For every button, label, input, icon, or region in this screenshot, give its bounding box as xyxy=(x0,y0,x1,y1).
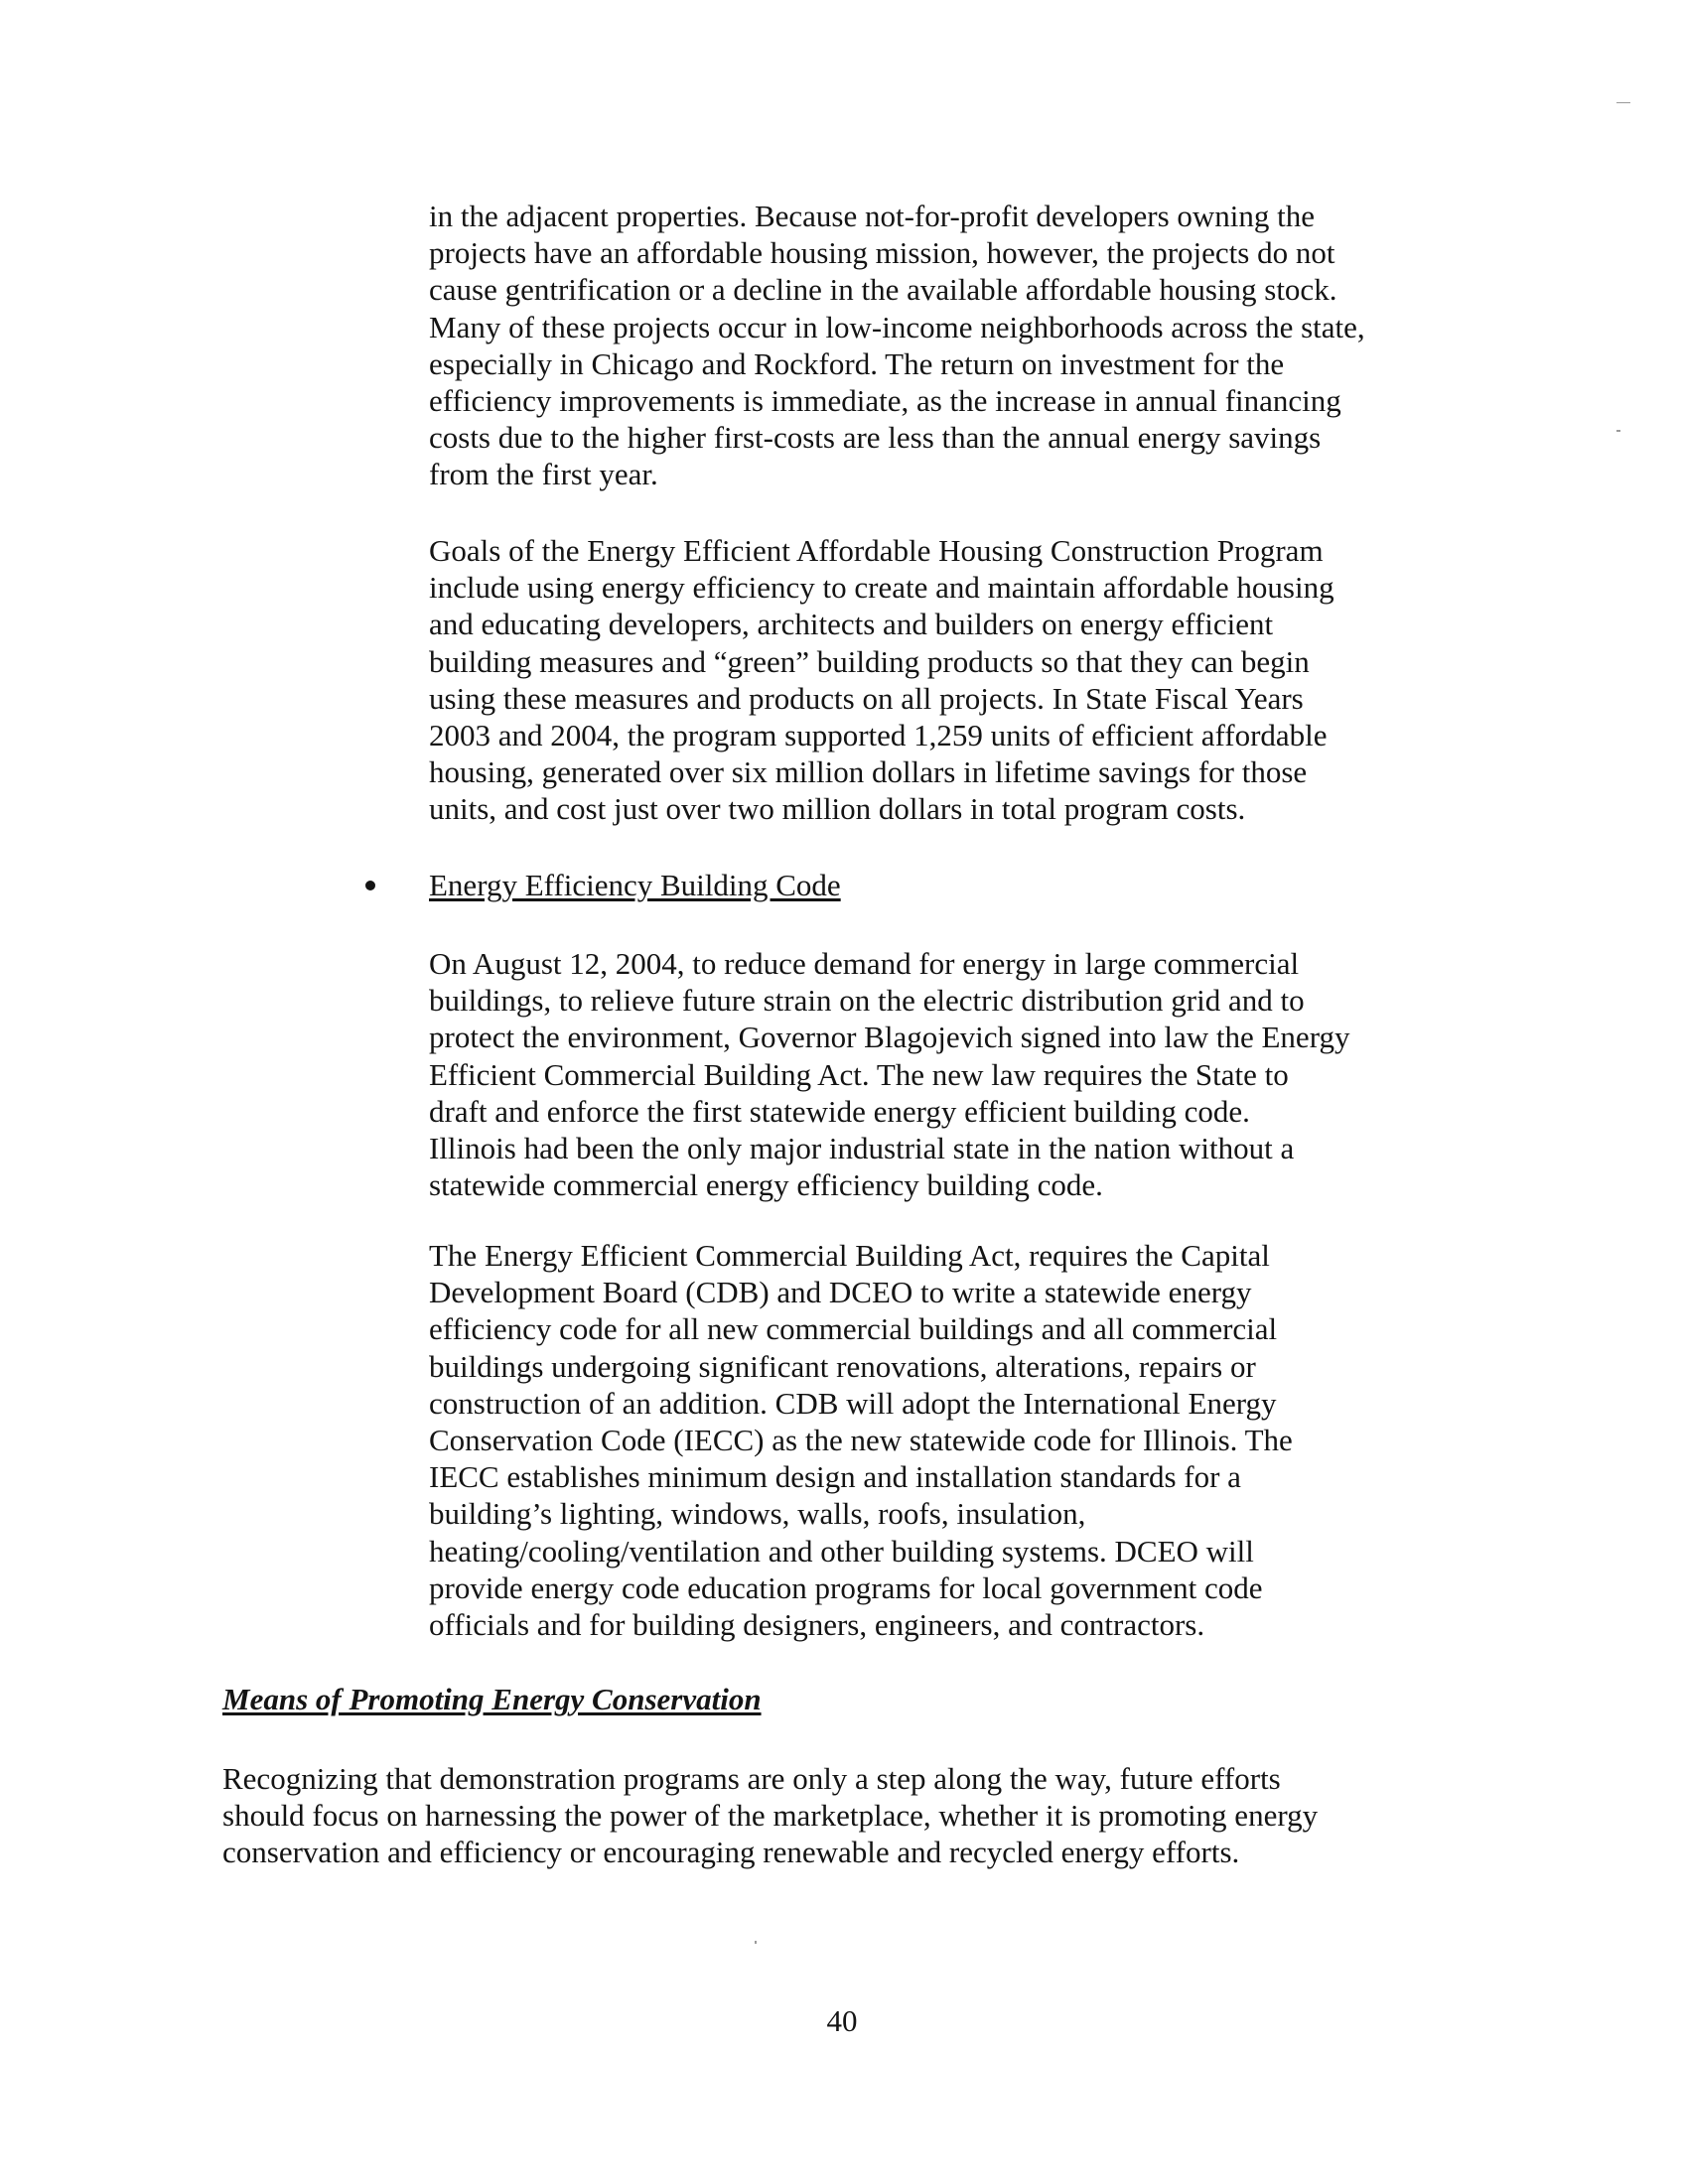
text-line: costs due to the higher first-costs are less than the annual energy savings xyxy=(429,420,1322,456)
text-line: building measures and “green” building products so that they can begin xyxy=(429,643,1310,679)
paragraph-building-act-requirements xyxy=(429,1237,1293,1643)
text-line: housing, generated over six million dollars in lifetime savings for those xyxy=(429,754,1308,790)
text-line: buildings undergoing significant renovations, alterations, repairs or xyxy=(429,1348,1256,1384)
text-line: The Energy Efficient Commercial Building Act, requires the Capital xyxy=(429,1238,1270,1273)
text-line: from the first year. xyxy=(429,457,658,492)
text-line: efficiency improvements is immediate, as the increase in annual financing xyxy=(429,383,1341,419)
text-line: conservation and efficiency or encouraging renewable and recycled energy efforts. xyxy=(222,1835,1240,1870)
text-line: provide energy code education programs for local government code xyxy=(429,1570,1263,1605)
text-line: Conservation Code (IECC) as the new statewide code for Illinois. The xyxy=(429,1423,1293,1458)
bullet-icon xyxy=(365,881,375,890)
text-line: heating/cooling/ventilation and other building systems. DCEO will xyxy=(429,1533,1254,1569)
page-number: 40 xyxy=(826,2003,858,2038)
text-line: building’s lighting, windows, walls, roofs, insulation, xyxy=(429,1496,1086,1532)
text-line: projects have an affordable housing mission, however, the projects do not xyxy=(429,235,1335,271)
text-line: statewide commercial energy efficiency building code. xyxy=(429,1167,1103,1203)
text-line: cause gentrification or a decline in the available affordable housing stock. xyxy=(429,272,1337,308)
text-line: especially in Chicago and Rockford. The return on investment for the xyxy=(429,345,1285,381)
text-line: 2003 and 2004, the program supported 1,259 units of efficient affordable xyxy=(429,718,1328,753)
paragraph-marketplace-focus xyxy=(222,1760,1318,1871)
text-line: in the adjacent properties. Because not-for-profit developers owning the xyxy=(429,199,1316,233)
text-line: include using energy efficiency to create and maintain affordable housing xyxy=(429,570,1334,606)
text-line: draft and enforce the first statewide energy efficient building code. xyxy=(429,1093,1250,1129)
text-line: units, and cost just over two million dollars in total program costs. xyxy=(429,791,1246,827)
text-line: Recognizing that demonstration programs are only a step along the way, future efforts xyxy=(222,1761,1281,1796)
text-line: should focus on harnessing the power of the marketplace, whether it is promoting energy xyxy=(222,1798,1319,1834)
text-line: Illinois had been the only major industrial state in the nation without a xyxy=(429,1131,1295,1166)
text-line: Development Board (CDB) and DCEO to write a statewide energy xyxy=(429,1275,1252,1310)
text-line: buildings, to relieve future strain on the electric distribution grid and to xyxy=(429,983,1305,1019)
text-line: IECC establishes minimum design and installation standards for a xyxy=(429,1459,1241,1495)
text-line: construction of an addition. CDB will adopt the International Energy xyxy=(429,1385,1277,1421)
text-line: officials and for building designers, engineers, and contractors. xyxy=(429,1607,1205,1643)
text-line: Efficient Commercial Building Act. The new law requires the State to xyxy=(429,1056,1289,1092)
text-line: using these measures and products on all projects. In State Fiscal Years xyxy=(429,680,1304,716)
scan-artifact xyxy=(1616,102,1630,103)
scan-artifact xyxy=(755,1941,757,1944)
paragraph-building-act-signing xyxy=(429,945,1349,1203)
text-line: protect the environment, Governor Blagojevich signed into law the Energy xyxy=(429,1020,1350,1055)
paragraph-program-goals xyxy=(429,532,1334,828)
section-heading: Means of Promoting Energy Conservation xyxy=(222,1682,762,1716)
text-line: Many of these projects occur in low-income neighborhoods across the state, xyxy=(429,309,1365,344)
text-line: On August 12, 2004, to reduce demand for energy in large commercial xyxy=(429,946,1300,981)
text-line: efficiency code for all new commercial buildings and all commercial xyxy=(429,1311,1278,1347)
text-line: and educating developers, architects and builders on energy efficient xyxy=(429,607,1274,642)
text-line: Goals of the Energy Efficient Affordable Housing Construction Program xyxy=(429,533,1324,568)
scan-artifact xyxy=(1616,430,1620,432)
paragraph-affordable-housing-impact xyxy=(429,198,1365,493)
bullet-heading: Energy Efficiency Building Code xyxy=(429,868,841,902)
